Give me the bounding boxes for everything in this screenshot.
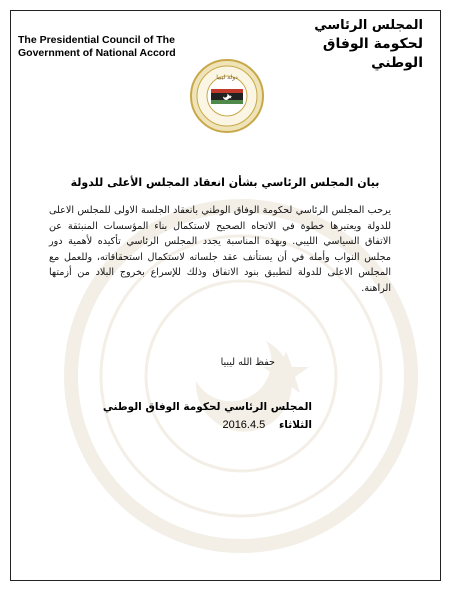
signature-date: 2016.4.5 <box>222 419 266 431</box>
closing-line: حفظ الله ليبيا <box>220 357 275 368</box>
state-seal-icon <box>189 58 265 134</box>
signature-date-row <box>72 416 312 434</box>
header-english-line1: The Presidential Council of The <box>18 34 175 46</box>
document-title: بيان المجلس الرئاسي بشأن انعقاد المجلس الأعلى للدولة <box>70 176 380 189</box>
header-english-line2: Government of National Accord <box>18 47 176 59</box>
signature-block <box>72 398 312 434</box>
header-english <box>18 34 198 60</box>
document-body: يرحب المجلس الرئاسي لحكومة الوفاق الوطني بانعقاد الجلسة الاولى للمجلس الاعلى للدولة ويعتبرها خطوة في الاتجاه الصحيح لاستكمال بناء المؤسسات المنبثقة عن الاتفاق السياسي الليبي. وبهذه المناسبة يجدد المجلس الرئاسي تأكيده لأهمية دور مجلس النواب وأمله في أن يستأنف عقد جلساته لاستكمال استحقاقاته، وللعمل مع المجلس الاعلى للدولة لتطبيق بنود الاتفاق وذلك للإسراع بخروج البلاد من أزمتها الراهنة. <box>49 205 391 294</box>
header-arabic-line2: لحكومة الوفاق الوطني <box>322 36 423 71</box>
signature-day: الثلاثاء <box>278 419 312 431</box>
header-arabic <box>273 17 423 73</box>
header-arabic-line1: المجلس الرئاسي <box>314 18 423 33</box>
seal-arabic-text: دولة ليبيا <box>216 74 238 81</box>
signature-line1: المجلس الرئاسي لحكومة الوفاق الوطني <box>102 401 312 413</box>
